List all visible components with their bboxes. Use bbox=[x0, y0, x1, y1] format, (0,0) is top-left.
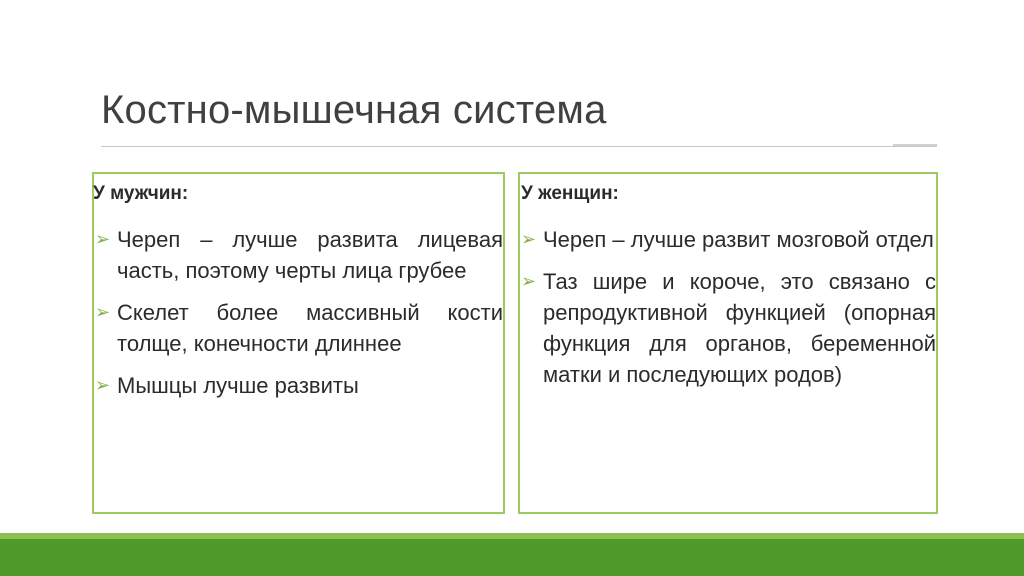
women-list bbox=[520, 224, 936, 401]
women-column bbox=[518, 172, 938, 514]
title-divider bbox=[101, 146, 937, 147]
men-column bbox=[92, 172, 505, 514]
men-heading: У мужчин: bbox=[93, 183, 189, 204]
list-item-text: Мышцы лучше развиты bbox=[117, 373, 359, 398]
list-item bbox=[94, 297, 503, 359]
list-item-text: Таз шире и короче, это связано с репродуктивной функцией (опорная функция для органов, беременной матки и последующих родов) bbox=[543, 269, 936, 387]
list-item bbox=[94, 370, 503, 401]
women-heading: У женщин: bbox=[521, 183, 619, 204]
men-list bbox=[94, 224, 503, 412]
arrow-bullet-icon: ➢ bbox=[95, 302, 111, 322]
arrow-bullet-icon: ➢ bbox=[521, 271, 537, 291]
list-item-text: Череп – лучше развита лицевая часть, поэтому черты лица грубее bbox=[117, 227, 503, 283]
list-item bbox=[520, 224, 936, 255]
list-item bbox=[94, 224, 503, 286]
list-item-text: Череп – лучше развит мозговой отдел bbox=[543, 227, 934, 252]
arrow-bullet-icon: ➢ bbox=[521, 229, 537, 249]
slide-title: Костно-мышечная система bbox=[101, 88, 607, 132]
arrow-bullet-icon: ➢ bbox=[95, 229, 111, 249]
list-item-text: Скелет более массивный кости толще, конечности длиннее bbox=[117, 300, 503, 356]
footer-band bbox=[0, 539, 1024, 576]
arrow-bullet-icon: ➢ bbox=[95, 375, 111, 395]
list-item bbox=[520, 266, 936, 390]
title-divider-accent bbox=[893, 144, 937, 146]
